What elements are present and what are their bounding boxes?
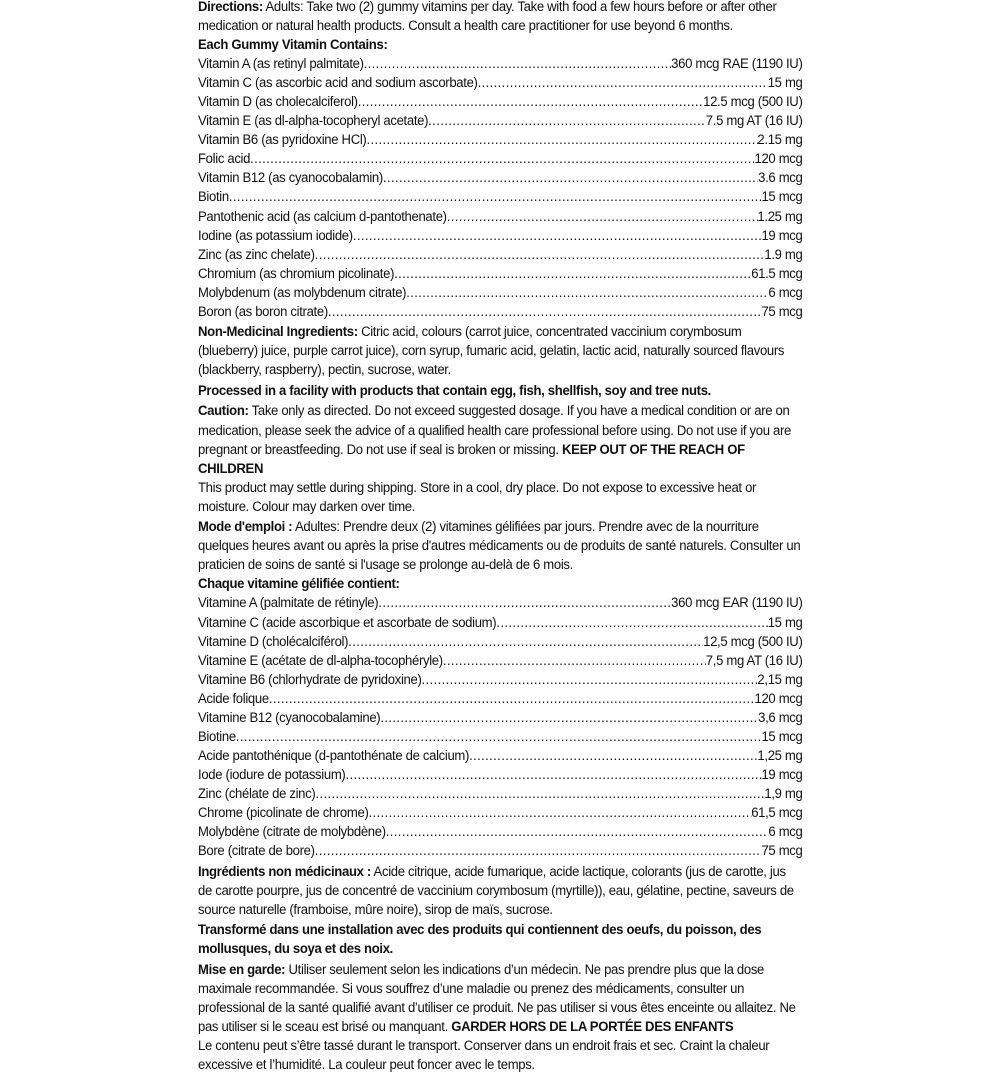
caution-label-fr: Mise en garde: xyxy=(198,960,286,977)
dot-leader xyxy=(428,111,706,130)
nutrient-amount: 19 mcg xyxy=(761,226,803,243)
nutrient-row xyxy=(198,187,803,206)
nutrient-name: Pantothenic acid (as calcium d-pantothenate) xyxy=(198,207,447,224)
dot-leader xyxy=(422,670,758,689)
nutrient-amount: 7.5 mg AT (16 IU) xyxy=(705,112,803,129)
nutrient-row xyxy=(198,727,803,746)
nutrient-amount: 75 mcg xyxy=(761,302,803,319)
nutrient-row xyxy=(198,54,803,73)
allergen-en: Processed in a facility with products that contain egg, fish, shellfish, soy and tree nuts. xyxy=(198,381,711,398)
nutrient-amount: 61,5 mcg xyxy=(751,803,803,820)
dot-leader xyxy=(496,613,767,632)
allergen-fr: Transformé dans une installation avec des produits qui contiennent des oeufs, du poisson, des mollusques, du soya et des noix. xyxy=(198,921,762,957)
dot-leader xyxy=(364,54,672,73)
nutrient-row xyxy=(198,822,803,841)
nutrient-amount: 15 mg xyxy=(767,613,803,630)
directions-text-en: Adults: Take two (2) gummy vitamins per day. Take with food a few hours before or after other medication or natural health products. Consult a health care practitioner for use beyond 6 months. xyxy=(198,0,777,34)
nutrient-amount: 6 mcg xyxy=(768,823,803,840)
contains-heading-fr: Chaque vitamine gélifiée contient: xyxy=(198,575,400,592)
dot-leader xyxy=(406,283,768,302)
dot-leader xyxy=(369,803,752,822)
nutrient-name: Vitamin E (as dl-alpha-tocopheryl acetate) xyxy=(198,112,429,129)
nmi-en xyxy=(198,322,803,379)
nutrient-amount: 15 mg xyxy=(767,74,803,91)
nutrient-row xyxy=(198,593,803,612)
dot-leader xyxy=(380,708,758,727)
nutrient-row xyxy=(198,613,803,632)
nutrient-amount: 360 mcg RAE (1190 IU) xyxy=(671,55,803,72)
nutrient-list-en xyxy=(198,54,803,321)
nutrient-name: Iode (iodure de potassium) xyxy=(198,765,346,782)
nutrient-amount: 1,25 mg xyxy=(757,746,803,763)
nutrient-amount: 3.6 mcg xyxy=(758,169,803,186)
nutrient-amount: 360 mcg EAR (1190 IU) xyxy=(671,594,803,611)
dot-leader xyxy=(348,632,703,651)
nutrient-amount: 120 mcg xyxy=(754,150,803,167)
dot-leader xyxy=(443,651,706,670)
nutrient-name: Chrome (picolinate de chrome) xyxy=(198,803,369,820)
nutrient-row xyxy=(198,746,803,765)
dot-leader xyxy=(250,149,754,168)
nutrient-row xyxy=(198,226,803,245)
nutrient-amount: 1.9 mg xyxy=(764,245,803,262)
nutrient-name: Chromium (as chromium picolinate) xyxy=(198,264,395,281)
nutrient-name: Vitamin B12 (as cyanocobalamin) xyxy=(198,169,383,186)
nutrient-row xyxy=(198,302,803,321)
contains-heading-en: Each Gummy Vitamin Contains: xyxy=(198,36,388,53)
nutrient-name: Zinc (chélate de zinc) xyxy=(198,784,316,801)
nmi-text-fr: Acide citrique, acide fumarique, acide lactique, colorants (jus de carotte, jus de carotte pourpre, jus de concentré de vaccinium corymbosum (myrtille)), eau, gélatine, pectine, saveurs de source naturelle (framboise, mûre noire), sirop de maïs, sucrose. xyxy=(198,862,794,917)
nutrient-name: Vitamin B6 (as pyridoxine HCl) xyxy=(198,131,367,148)
dot-leader xyxy=(447,207,758,226)
nutrient-name: Molybdène (citrate de molybdène) xyxy=(198,823,386,840)
storage-en: This product may settle during shipping. Store in a cool, dry place. Do not expose to excessive heat or moisture. Colour may darken over time. xyxy=(198,478,757,514)
nutrient-amount: 15 mcg xyxy=(761,188,803,205)
nutrient-name: Vitamine A (palmitate de rétinyle) xyxy=(198,594,379,611)
dot-leader xyxy=(386,822,769,841)
nutrient-name: Molybdenum (as molybdenum citrate) xyxy=(198,283,407,300)
dot-leader xyxy=(366,130,757,149)
dot-leader xyxy=(345,765,761,784)
nutrient-name: Bore (citrate de bore) xyxy=(198,842,315,859)
dot-leader xyxy=(383,168,758,187)
nutrient-amount: 61.5 mcg xyxy=(751,264,803,281)
nmi-label-en: Non-Medicinal Ingredients: xyxy=(198,323,358,340)
dot-leader xyxy=(353,226,762,245)
storage-fr: Le contenu peut s’être tassé durant le transport. Conserver dans un endroit frais et sec. Craint la chaleur excessive et l’humidité. La couleur peut foncer avec le temps. xyxy=(198,1037,770,1073)
dot-leader xyxy=(469,746,757,765)
nutrient-amount: 12.5 mcg (500 IU) xyxy=(703,93,803,110)
nutrient-row xyxy=(198,130,803,149)
caution-text-fr: Utiliser seulement selon les indications d’un médecin. Ne pas prendre plus que la dose maximale recommandée. Si vous souffrez d’une maladie ou prenez des médicaments, consulter un professional de la santé qualifié avant d’utiliser ce produit. Ne pas utiliser si vous êtes enceinte ou allaitez. Ne pas utiliser si le sceau est brisé ou manquant. xyxy=(198,960,796,1034)
nutrient-row xyxy=(198,168,803,187)
nutrient-amount: 1,9 mg xyxy=(764,784,803,801)
nutrient-row xyxy=(198,73,803,92)
dot-leader xyxy=(328,302,762,321)
nutrient-row xyxy=(198,708,803,727)
nutrient-row xyxy=(198,841,803,860)
directions-en xyxy=(198,0,803,35)
dot-leader xyxy=(229,187,762,206)
nutrient-row xyxy=(198,149,803,168)
nutrient-amount: 7,5 mg AT (16 IU) xyxy=(705,651,803,668)
nutrient-row xyxy=(198,92,803,111)
nutrient-amount: 15 mcg xyxy=(761,727,803,744)
nutrient-name: Biotine xyxy=(198,727,236,744)
nutrient-row xyxy=(198,765,803,784)
nutrient-name: Boron (as boron citrate) xyxy=(198,302,328,319)
caution-en xyxy=(198,401,803,477)
caution-fr xyxy=(198,960,803,1036)
nmi-text-en: Citric acid, colours (carrot juice, concentrated vaccinium corymbosum (blueberry) juice, purple carrot juice), corn syrup, fumaric acid, gelatin, lactic acid, naturally sourced flavours (blackberry, raspberry), pectin, sucrose, water. xyxy=(198,323,785,378)
nutrient-row xyxy=(198,803,803,822)
nutrient-row xyxy=(198,784,803,803)
nutrient-amount: 1.25 mg xyxy=(757,207,803,224)
dot-leader xyxy=(236,727,762,746)
dot-leader xyxy=(315,841,762,860)
nutrient-name: Vitamine E (acétate de dl-alpha-tocophéryle) xyxy=(198,651,443,668)
caution-label-en: Caution: xyxy=(198,402,249,419)
nutrient-name: Zinc (as zinc chelate) xyxy=(198,245,315,262)
directions-label-en: Directions: xyxy=(198,0,263,14)
nutrient-amount: 19 mcg xyxy=(761,765,803,782)
nutrient-name: Vitamin A (as retinyl palmitate) xyxy=(198,55,364,72)
nmi-fr xyxy=(198,862,803,919)
nutrient-row xyxy=(198,632,803,651)
nutrient-row xyxy=(198,207,803,226)
nmi-label-fr: Ingrédients non médicinaux : xyxy=(198,862,371,879)
directions-label-fr: Mode d'emploi : xyxy=(198,518,293,535)
supplement-label xyxy=(198,0,803,1074)
nutrient-name: Vitamin D (as cholecalciferol) xyxy=(198,93,358,110)
directions-fr xyxy=(198,517,803,574)
nutrient-row xyxy=(198,651,803,670)
dot-leader xyxy=(269,689,755,708)
nutrient-amount: 2.15 mg xyxy=(757,131,803,148)
nutrient-list-fr xyxy=(198,593,803,860)
nutrient-name: Biotin xyxy=(198,188,229,205)
dot-leader xyxy=(394,264,751,283)
dot-leader xyxy=(315,784,764,803)
nutrient-row xyxy=(198,111,803,130)
nutrient-amount: 6 mcg xyxy=(768,283,803,300)
nutrient-amount: 120 mcg xyxy=(754,689,803,706)
caution-bold-en: KEEP OUT OF THE REACH OF CHILDREN xyxy=(198,440,745,476)
nutrient-name: Vitamine C (acide ascorbique et ascorbate de sodium) xyxy=(198,613,497,630)
dot-leader xyxy=(358,92,703,111)
nutrient-name: Acide folique xyxy=(198,689,269,706)
nutrient-name: Vitamine B6 (chlorhydrate de pyridoxine) xyxy=(198,670,422,687)
directions-text-fr: Adultes: Prendre deux (2) vitamines gélifiées par jours. Prendre avec de la nourriture quelques heures avant ou après la prise d'autres médicaments ou de produits de santé naturels. Consulter un praticien de soins de santé si l'usage se prolonge au-delà de 6 mois. xyxy=(198,518,801,573)
nutrient-name: Folic acid xyxy=(198,150,251,167)
caution-text-en: Take only as directed. Do not exceed suggested dosage. If you have a medical condition or are on medication, please seek the advice of a qualified health care professional before using. Do not use if you are pregnant or breastfeeding. Do not use if seal is broken or missing. xyxy=(198,402,792,457)
dot-leader xyxy=(315,245,765,264)
nutrient-name: Vitamine B12 (cyanocobalamine) xyxy=(198,708,381,725)
nutrient-amount: 2,15 mg xyxy=(757,670,803,687)
nutrient-name: Vitamine D (cholécalciférol) xyxy=(198,632,349,649)
caution-bold-fr: GARDER HORS DE LA PORTÉE DES ENFANTS xyxy=(451,1017,734,1034)
dot-leader xyxy=(478,73,768,92)
nutrient-row xyxy=(198,283,803,302)
nutrient-amount: 12,5 mcg (500 IU) xyxy=(703,632,803,649)
nutrient-amount: 3,6 mcg xyxy=(758,708,803,725)
nutrient-name: Iodine (as potassium iodide) xyxy=(198,226,353,243)
nutrient-row xyxy=(198,689,803,708)
nutrient-row xyxy=(198,264,803,283)
nutrient-amount: 75 mcg xyxy=(761,842,803,859)
dot-leader xyxy=(378,593,671,612)
nutrient-name: Vitamin C (as ascorbic acid and sodium ascorbate) xyxy=(198,74,478,91)
nutrient-name: Acide pantothénique (d-pantothénate de calcium) xyxy=(198,746,470,763)
nutrient-row xyxy=(198,670,803,689)
nutrient-row xyxy=(198,245,803,264)
